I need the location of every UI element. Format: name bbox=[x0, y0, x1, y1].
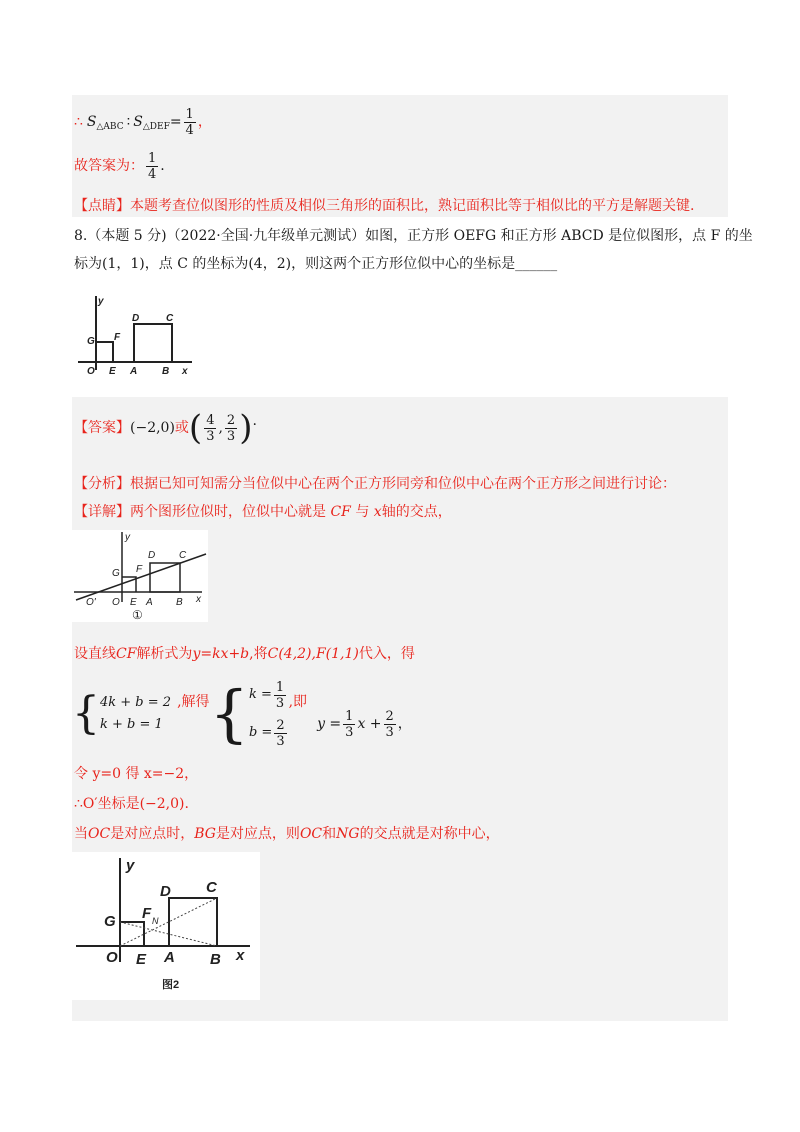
analysis-line: 【分析】根据已知可知需分当位似中心在两个正方形同旁和位似中心在两个正方形之间进行讨论： bbox=[74, 476, 676, 492]
fig1-label: B bbox=[162, 366, 170, 377]
therefore-symbol: ∴ bbox=[74, 114, 83, 130]
detail-line: 【详解】两个图形位似时，位似中心就是 CF 与 x轴的交点， bbox=[74, 504, 452, 520]
area-subscript: △ABC bbox=[96, 122, 124, 132]
fraction: $\frac{1}{4}$ bbox=[185, 106, 194, 138]
fig3-label: O bbox=[106, 949, 118, 966]
fig2-label: O' bbox=[86, 597, 96, 608]
system-solution: { k = $\frac{1}{3}$ b = $\frac{2}{3}$ bbox=[209, 677, 285, 750]
fig2-caption: ① bbox=[132, 608, 143, 622]
fig3-label: N bbox=[152, 916, 159, 926]
fig1-label: y bbox=[98, 296, 104, 307]
fig2-label: B bbox=[176, 597, 183, 608]
fig1-label: E bbox=[109, 366, 116, 377]
fig3-label: y bbox=[126, 857, 135, 874]
equation-system: { 4k + b = 2 k + b = 1 ,解得 { k = $\frac{1}{3}$ b = $\frac{2}{3}$ ,即 y = $\frac{1}{3}$ x + $\frac{2}{3}$ ， bbox=[72, 677, 412, 750]
fig2-label: y bbox=[125, 532, 130, 543]
line-setup: 设直线CF解析式为y=kx+b,将C(4,2),F(1,1)代入，得 bbox=[74, 646, 415, 662]
equals: = bbox=[169, 114, 182, 130]
fig1-label: D bbox=[132, 313, 140, 324]
fig1-label: F bbox=[114, 332, 121, 343]
o-prime-line: ∴O′坐标是(−2,0). bbox=[74, 796, 189, 812]
fig3-label: A bbox=[164, 949, 175, 966]
y-zero-line: 令 y=0 得 x=−2， bbox=[74, 766, 199, 782]
fig2-label: x bbox=[196, 594, 201, 605]
fig3-label: G bbox=[104, 913, 116, 930]
fig3-label: D bbox=[160, 883, 171, 900]
question-line-2: 标为(1，1)，点 C 的坐标为(4，2)，则这两个正方形位似中心的坐标是______ bbox=[74, 256, 558, 272]
answer-label: 【答案】 bbox=[74, 420, 130, 436]
fraction: $\frac{4}{3}$ bbox=[206, 412, 215, 444]
fig1-label: C bbox=[166, 313, 174, 324]
fig1-label: G bbox=[87, 336, 95, 347]
comment-line: 【点睛】本题考查位似图形的性质及相似三角形的面积比，熟记面积比等于相似比的平方是解题关键. bbox=[74, 198, 695, 214]
fig3-label: x bbox=[236, 947, 245, 964]
fig2-label: C bbox=[179, 550, 187, 561]
fraction: $\frac{2}{3}$ bbox=[226, 412, 236, 444]
fig1-label: A bbox=[130, 366, 138, 377]
fig3-caption: 图2 bbox=[162, 979, 180, 991]
system-left: { 4k + b = 2 k + b = 1 bbox=[72, 688, 172, 739]
fig2-label: F bbox=[136, 564, 143, 575]
question-line-1: 8.（本题 5 分)（2022·全国·九年级单元测试）如图，正方形 OEFG 和正方形 ABCD 是位似图形，点 F 的坐 bbox=[74, 228, 753, 244]
fig1-label: O bbox=[87, 366, 95, 377]
fig3-label: C bbox=[206, 879, 217, 896]
area-symbol: S bbox=[133, 114, 143, 130]
answer-line bbox=[74, 148, 165, 184]
fig1-label: x bbox=[182, 366, 188, 377]
area-symbol: S bbox=[86, 114, 97, 130]
comma: ， bbox=[197, 114, 212, 130]
fig2-label: A bbox=[146, 597, 153, 608]
answer-point-1: (−2,0) bbox=[130, 420, 175, 436]
oc-line: 当OC是对应点时，BG是对应点，则OC和NG的交点就是对称中心， bbox=[74, 826, 500, 842]
figure-detail-2 bbox=[72, 852, 260, 1000]
fig3-label: F bbox=[142, 905, 152, 922]
fig3-label: E bbox=[136, 951, 147, 968]
or-word: 或 bbox=[174, 420, 189, 436]
ratio-line bbox=[74, 104, 212, 140]
fig2-label: G bbox=[112, 568, 120, 579]
period: . bbox=[160, 158, 165, 174]
fig2-label: O bbox=[112, 597, 120, 608]
area-subscript: △DEF bbox=[142, 122, 170, 132]
figure-question bbox=[76, 294, 196, 380]
colon: ∶ bbox=[126, 114, 131, 130]
fig3-label: B bbox=[210, 951, 221, 968]
answer-label: 故答案为： bbox=[74, 158, 144, 174]
fig2-label: D bbox=[148, 550, 156, 561]
answer-row: 【答案】 (−2,0) 或 ( $\frac{4}{3}$ , $\frac{2}{3}$ ) . bbox=[74, 408, 257, 448]
fig2-label: E bbox=[130, 597, 137, 608]
fraction: $\frac{1}{4}$ bbox=[148, 150, 157, 182]
figure-detail-1 bbox=[72, 530, 208, 622]
